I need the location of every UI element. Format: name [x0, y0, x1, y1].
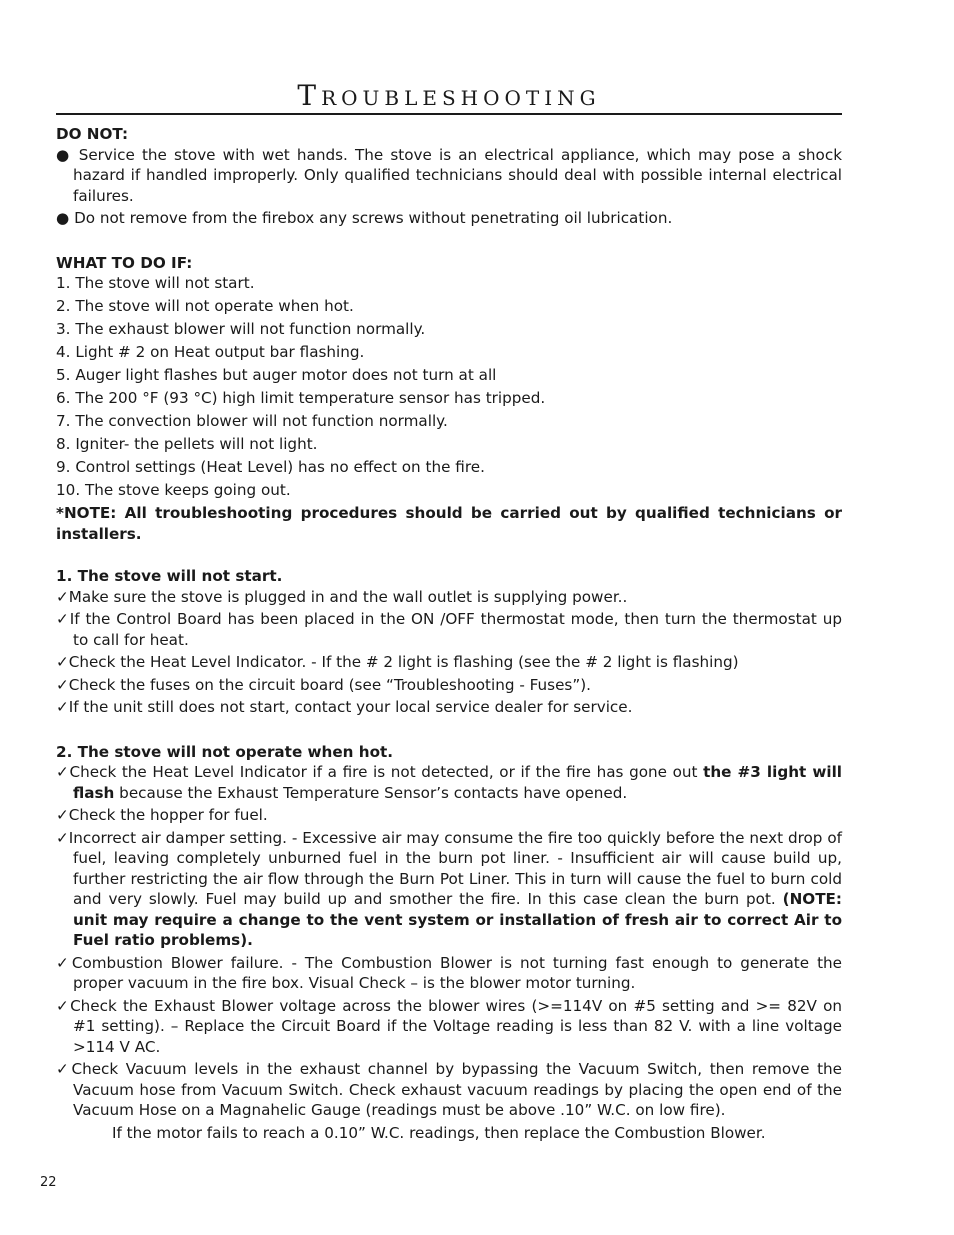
list-item: 4. Light # 2 on Heat output bar flashing. — [56, 343, 365, 361]
check-item: ✓If the Control Board has been placed in the ON /OFF thermostat mode, then turn the thermostat up to call for heat. — [56, 610, 842, 649]
check-item: ✓Check the fuses on the circuit board (see “Troubleshooting - Fuses”). — [56, 675, 591, 694]
list-item: 7. The convection blower will not function normally. — [56, 412, 448, 430]
check-item: ✓Make sure the stove is plugged in and the wall outlet is supplying power.. — [56, 587, 628, 606]
page-title: Troubleshooting — [297, 79, 601, 112]
title-rule — [56, 113, 842, 115]
check-item: ✓Check the Exhaust Blower voltage across the blower wires (>=114V on #5 setting and >= 82V on #1 setting). – Replace the Circuit Board if the Voltage reading is less than 82 V. with a line voltage >114 V AC. — [56, 996, 842, 1056]
qualified-technician-note: *NOTE: All troubleshooting procedures should be carried out by qualified technicians or installers. — [56, 504, 842, 543]
check-item — [56, 828, 842, 951]
spacer — [56, 231, 842, 253]
spacer — [56, 544, 842, 566]
list-item: 5. Auger light flashes but auger motor does not turn at all — [56, 366, 497, 384]
list-item: 6. The 200 °F (93 °C) high limit temperature sensor has tripped. — [56, 389, 546, 407]
list-item: 9. Control settings (Heat Level) has no effect on the fire. — [56, 458, 485, 476]
check-item: ✓Check the Heat Level Indicator. - If the # 2 light is flashing (see the # 2 light is flashing) — [56, 653, 739, 671]
list-item: 3. The exhaust blower will not function normally. — [56, 320, 426, 338]
list-item: 2. The stove will not operate when hot. — [56, 297, 354, 315]
page-number: 22 — [40, 1175, 57, 1190]
do-not-heading: DO NOT: — [56, 125, 129, 143]
check-item-emphasis: (NOTE: unit may require a change to the vent system or installation of fresh air to correct Air to Fuel ratio problems). — [73, 890, 842, 949]
list-item: 10. The stove keeps going out. — [56, 481, 291, 499]
list-item: 8. Igniter- the pellets will not light. — [56, 435, 318, 453]
check-item-subnote: If the motor fails to reach a 0.10” W.C. readings, then replace the Combustion Blower. — [112, 1123, 766, 1142]
check-item — [56, 762, 842, 803]
do-not-item: ● Do not remove from the firebox any screws without penetrating oil lubrication. — [56, 209, 673, 227]
spacer — [56, 720, 842, 742]
check-item-text: ✓Incorrect air damper setting. - Excessive air may consume the fire too quickly before the next drop of fuel, leaving completely unburned fuel in the burn pot liner. - Insufficient air will cause build up, further restricting the air flow through the Burn Pot Liner. This in turn will cause the fuel to burn cold and very slowly. Fuel may build up and smother the fire. In this case clean the burn pot. — [56, 828, 842, 908]
section1-heading: 1. The stove will not start. — [56, 567, 283, 585]
check-item: ✓Check the hopper for fuel. — [56, 806, 268, 824]
check-item: ✓Check Vacuum levels in the exhaust channel by bypassing the Vacuum Switch, then remove the Vacuum hose from Vacuum Switch. Check exhaust vacuum readings by placing the open end of the Vacuum Hose on a Magnahelic Gauge (readings must be above .10” W.C. on low fire). — [56, 1060, 842, 1119]
what-to-do-heading: WHAT TO DO IF: — [56, 253, 193, 272]
check-item-text: because the Exhaust Temperature Sensor’s contacts have opened. — [114, 783, 628, 802]
list-item: 1. The stove will not start. — [56, 274, 255, 292]
check-item: ✓If the unit still does not start, contact your local service dealer for service. — [56, 698, 633, 716]
section2-heading: 2. The stove will not operate when hot. — [56, 742, 394, 761]
check-item: ✓Combustion Blower failure. - The Combustion Blower is not turning fast enough to generate the proper vacuum in the fire box. Visual Check – is the blower motor turning. — [56, 953, 842, 992]
page-content — [56, 124, 842, 1143]
check-item-emphasis: the #3 light will flash — [73, 763, 842, 802]
check-item-text: ✓Check the Heat Level Indicator if a fire is not detected, or if the fire has gone out — [56, 763, 704, 781]
do-not-item: ● Service the stove with wet hands. The stove is an electrical appliance, which may pose a shock hazard if handled improperly. Only qualified technicians should deal with possible internal electrical failures. — [56, 145, 842, 205]
